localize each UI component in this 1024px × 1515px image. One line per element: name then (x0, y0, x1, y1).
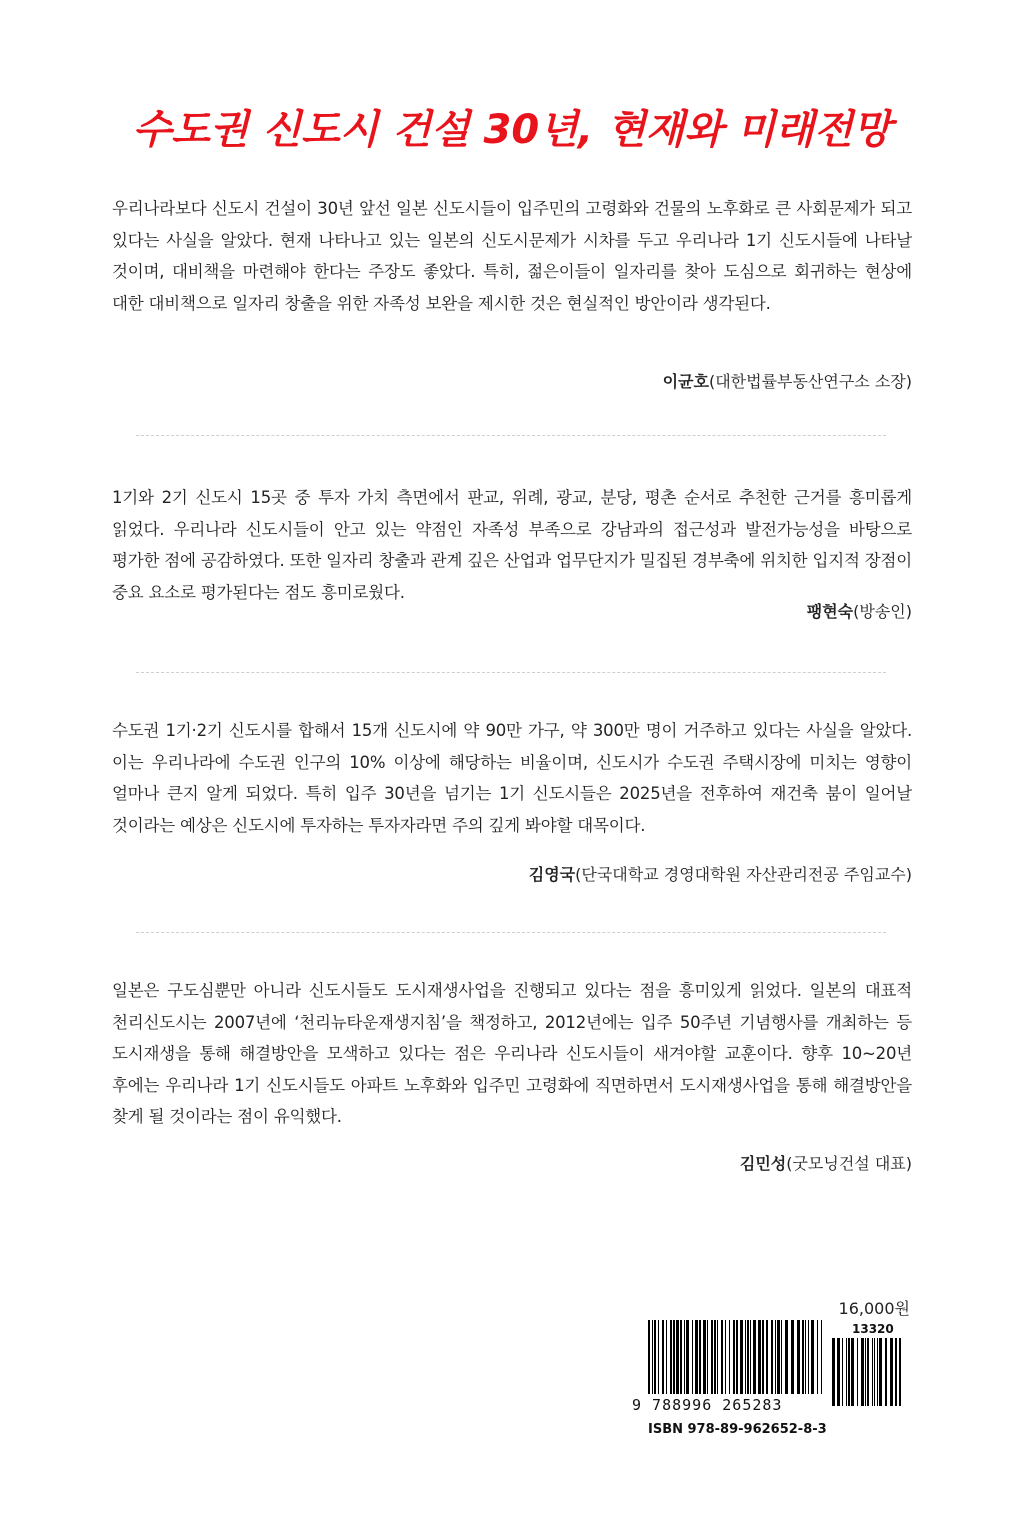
barcode-bar (802, 1320, 804, 1394)
barcode-bar (877, 1338, 878, 1406)
barcode-bar (750, 1320, 751, 1394)
barcode-bar (791, 1320, 794, 1394)
barcode-bar (707, 1320, 708, 1394)
barcode-bar (797, 1320, 800, 1394)
barcode-bar (817, 1320, 818, 1394)
barcode-bar (686, 1320, 689, 1394)
barcode-addon-code: 13320 (852, 1322, 894, 1336)
barcode-bar (758, 1320, 761, 1394)
barcode-bar (771, 1320, 773, 1394)
review-credit (663, 369, 912, 392)
barcode-bar (740, 1320, 743, 1394)
barcode-bar (861, 1338, 864, 1406)
barcode-bar (766, 1320, 768, 1394)
barcode-bar (848, 1338, 850, 1406)
barcode-bar (851, 1338, 854, 1406)
reviewer-name: 팽현숙 (806, 602, 854, 621)
barcode-bar (753, 1320, 756, 1394)
barcode-bar (762, 1320, 764, 1394)
barcode-bar (670, 1320, 672, 1394)
barcode-bar (821, 1320, 822, 1394)
reviewer-affiliation: (단국대학교 경영대학원 자산관리전공 주임교수) (575, 865, 912, 884)
barcode-bar (879, 1338, 882, 1406)
barcode-bar (695, 1320, 698, 1394)
reviewer-name: 이균호 (662, 372, 709, 391)
review-text: 1기와 2기 신도시 15곳 중 투자 가치 측면에서 판교, 위례, 광교, 분당, 평촌 순서로 추천한 근거를 흥미롭게 읽었다. 우리나라 신도시들이 안고 있는 약점인 자족성 부족으로 강남과의 접근성과 발전가능성을 바탕으로 평가한 점에 공감하였다. 또한 일자리 창출과 관계 깊은 산업과 업무단지가 밀집된 경부축에 위치한 입지적 장점이 중요 요소로 평가된다는 점도 흥미로웠다. (112, 488, 912, 602)
barcode-digits: 9 788996 265283 (632, 1396, 783, 1414)
review-credit (740, 1151, 912, 1174)
barcode-bar (699, 1320, 701, 1394)
barcode-bar (874, 1338, 875, 1406)
reviewer-affiliation: (방송인) (853, 602, 912, 621)
reviewer-name: 김민성 (739, 1154, 787, 1173)
barcode-bar (648, 1320, 650, 1394)
review-credit (807, 599, 912, 622)
addon-barcode (832, 1338, 902, 1406)
reviewer-name: 김영국 (528, 865, 576, 884)
barcode-bar (781, 1320, 782, 1394)
barcode-bar (684, 1320, 685, 1394)
barcode-bar (736, 1320, 738, 1394)
barcode-bar (703, 1320, 706, 1394)
barcode-bar (867, 1338, 869, 1406)
barcode-bar (717, 1320, 718, 1394)
barcode-bar (711, 1320, 713, 1394)
reviewer-affiliation: (굿모닝건설 대표) (786, 1154, 912, 1173)
section-divider (136, 932, 886, 933)
barcode-bar (714, 1320, 716, 1394)
review-text: 일본은 구도심뿐만 아니라 신도시들도 도시재생사업을 진행되고 있다는 점을 흥미있게 읽었다. 일본의 대표적 천리신도시는 2007년에 ‘천리뉴타운재생지침’을 책정하고, 2012년에는 입주 50주년 기념행사를 개최하는 등 도시재생을 통해 해결방안을 모색하고 있다는 점은 우리나라 신도시들이 새겨야할 교훈이다. 향후 10~20년 후에는 우리나라 1기 신도시들도 아파트 노후화와 입주민 고령화에 직면하면서 도시재생사업을 통해 해결방안을 찾게 될 것이라는 점이 유익했다. (112, 981, 912, 1126)
barcode-bar (654, 1320, 656, 1394)
barcode-bar (837, 1338, 840, 1406)
book-title: 수도권 신도시 건설 30년, 현재와 미래전망 (132, 107, 892, 153)
review-2 (112, 482, 912, 621)
section-divider (136, 435, 886, 436)
barcode-bar (785, 1320, 788, 1394)
barcode-bar (811, 1320, 814, 1394)
barcode-bar (846, 1338, 847, 1406)
barcode-bar (673, 1320, 675, 1394)
barcode-bar (662, 1320, 664, 1394)
barcode-bar (775, 1320, 776, 1394)
review-3 (112, 715, 912, 884)
isbn-number: ISBN 978-89-962652-8-3 (648, 1422, 827, 1437)
barcode-bar (899, 1338, 901, 1406)
review-credit (529, 862, 912, 885)
barcode-bar (842, 1338, 843, 1406)
barcode-bar (865, 1338, 866, 1406)
review-1 (112, 193, 912, 391)
barcode-bar (725, 1320, 726, 1394)
barcode-bar (857, 1338, 858, 1406)
barcode-bar (666, 1320, 667, 1394)
barcode-bar (872, 1338, 873, 1406)
price-label: 16,000원 (838, 1299, 910, 1318)
barcode-bar (692, 1320, 693, 1394)
barcode-bar (745, 1320, 746, 1394)
barcode-bar (652, 1320, 653, 1394)
barcode-bar (890, 1338, 893, 1406)
barcode-bar (832, 1338, 835, 1406)
barcode-bar (808, 1320, 809, 1394)
barcode-bar (895, 1338, 897, 1406)
barcode-bar (747, 1320, 749, 1394)
barcode-bar (658, 1320, 659, 1394)
review-text: 수도권 1기·2기 신도시를 합해서 15개 신도시에 약 90만 가구, 약 300만 명이 거주하고 있다는 사실을 알았다. 이는 우리나라에 수도권 인구의 10% 이상에 해당하는 비율이며, 신도시가 수도권 주택시장에 미치는 영향이 얼마나 큰지 알게 되었다. 특히 입주 30년을 넘기는 1기 신도시들은 2025년을 전후하여 재건축 붐이 일어날 것이라는 예상은 신도시에 투자하는 투자자라면 주의 깊게 봐야할 대목이다. (112, 721, 912, 835)
barcode-bar (680, 1320, 682, 1394)
barcode-bar (676, 1320, 679, 1394)
section-divider (136, 672, 886, 673)
barcode-bar (729, 1320, 730, 1394)
barcode-bar (777, 1320, 780, 1394)
review-4 (112, 975, 912, 1173)
price-barcode-block (620, 1290, 920, 1450)
barcode-bar (733, 1320, 735, 1394)
barcode-bar (885, 1338, 887, 1406)
barcode-bar (721, 1320, 723, 1394)
reviewer-affiliation: (대한법률부동산연구소 소장) (708, 372, 912, 391)
isbn-barcode (648, 1320, 824, 1406)
review-text: 우리나라보다 신도시 건설이 30년 앞선 일본 신도시들이 입주민의 고령화와 건물의 노후화로 큰 사회문제가 되고 있다는 사실을 알았다. 현재 나타나고 있는 일본의 신도시문제가 시차를 두고 우리나라 1기 신도시들에 나타날 것이며, 대비책을 마련해야 한다는 주장도 좋았다. 특히, 젊은이들이 일자리를 찾아 도심으로 회귀하는 현상에 대한 대비책으로 일자리 창출을 위한 자족성 보완을 제시한 것은 현실적인 방안이라 생각된다. (112, 199, 912, 313)
barcode-bar (805, 1320, 806, 1394)
